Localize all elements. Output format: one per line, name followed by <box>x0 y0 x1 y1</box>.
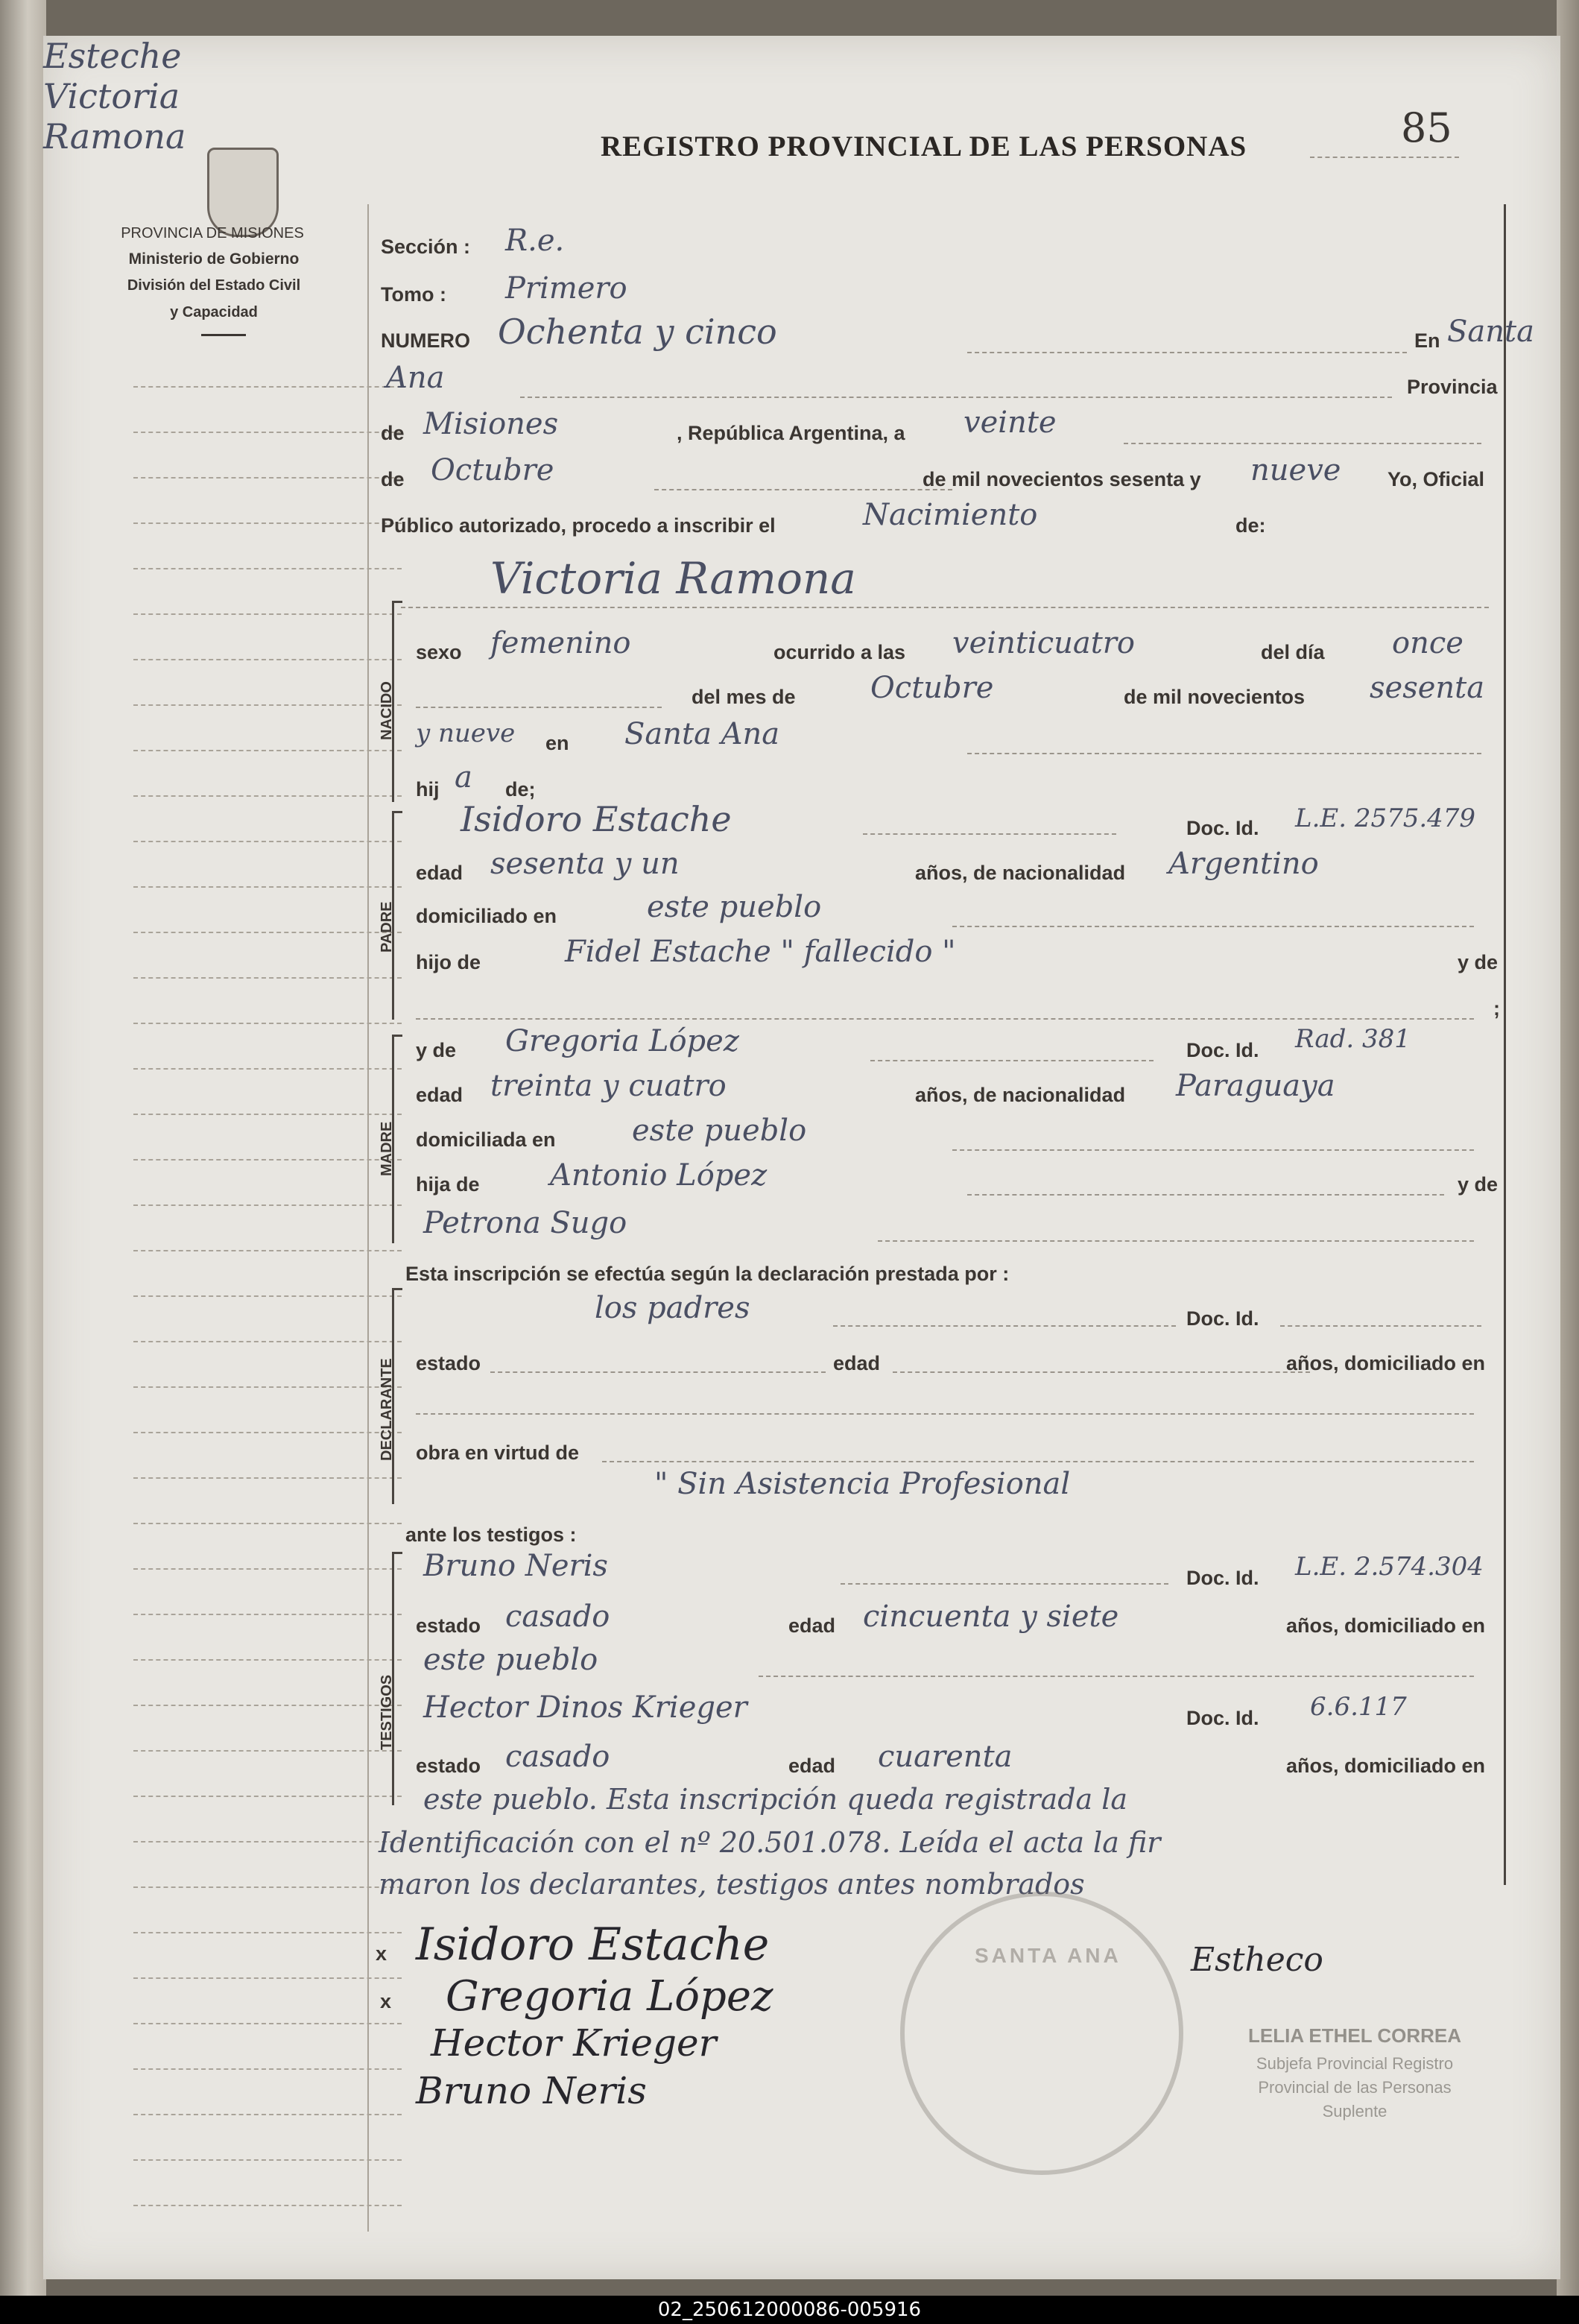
padre-dom-value: este pueblo <box>647 890 822 924</box>
testigo-1-doc-label: Doc. Id. <box>1186 1567 1259 1589</box>
nacido-name: Victoria Ramona <box>490 553 856 604</box>
margin-rule <box>133 1614 402 1615</box>
testigo-1-dom-label: años, domiciliado en <box>1286 1614 1486 1637</box>
nacido-name-rule <box>401 607 1489 608</box>
margin-rule <box>133 568 402 569</box>
declarante-estado-label: estado <box>416 1352 481 1374</box>
official-stamp <box>900 1892 1183 2175</box>
nacido-label: NACIDO <box>379 681 395 740</box>
hijo-de-label: de; <box>505 778 536 801</box>
official-name: LELIA ETHEL CORREA <box>1247 2024 1461 2047</box>
madre-edad-label: edad <box>416 1084 463 1106</box>
margin-rule <box>133 1977 402 1979</box>
obra-value: " Sin Asistencia Profesional <box>654 1467 1071 1501</box>
madre-y-de-label: y de <box>416 1039 457 1061</box>
de-label: de <box>381 422 405 444</box>
page-title: REGISTRO PROVINCIAL DE LAS PERSONAS <box>601 130 1247 162</box>
testigo-1-doc: L.E. 2.574.304 <box>1295 1552 1484 1582</box>
issuer-divider <box>201 334 246 336</box>
signature-mark-1: x <box>376 1942 387 1965</box>
testigo-1-edad-label: edad <box>788 1614 836 1637</box>
testigo-2-dom-label: años, domiciliado en <box>1286 1755 1486 1777</box>
margin-rule <box>133 432 402 433</box>
padre-dom-rule <box>952 926 1474 927</box>
official-title-1: Subjefa Provincial Registro <box>1256 2054 1454 2073</box>
publico-label: Público autorizado, procedo a inscribir el <box>381 514 776 537</box>
testigo-2-edad-label: edad <box>788 1755 836 1777</box>
padre-label: PADRE <box>379 901 395 953</box>
de-colon: de: <box>1235 514 1266 537</box>
declarante-bracket-top <box>392 1288 402 1290</box>
ciudad-rule <box>520 397 1392 398</box>
lugar-nac-value: Santa Ana <box>624 717 780 751</box>
madre-doc-value: Rad. 381 <box>1295 1024 1411 1054</box>
madre-dom-value: este pueblo <box>632 1114 807 1148</box>
margin-rule <box>133 1796 402 1797</box>
margin-surname: Esteche <box>43 36 182 76</box>
signature-isidoro: Isidoro Estache <box>416 1919 770 1971</box>
margin-name-2: Ramona <box>43 116 186 157</box>
issuer-line-4: y Capacidad <box>170 304 258 321</box>
declarante-name-rule <box>833 1325 1176 1327</box>
testigo-1-dom: este pueblo <box>423 1643 598 1677</box>
padre-bracket-top <box>392 811 402 813</box>
issuer-line-1: PROVINCIA DE MISIONES <box>121 225 304 241</box>
margin-rule <box>133 1295 402 1297</box>
provincia-label: Provincia <box>1407 376 1498 398</box>
madre-doc-label: Doc. Id. <box>1186 1039 1259 1061</box>
en-nac-label: en <box>545 732 569 754</box>
margin-rule <box>133 750 402 751</box>
margin-rule <box>133 1523 402 1524</box>
testigo-2-edad: cuarenta <box>878 1740 1013 1774</box>
nacido-bracket-top <box>392 601 402 603</box>
closing-line-2: Identificación con el nº 20.501.078. Leída el acta la fir <box>379 1826 1161 1859</box>
margin-rule <box>133 1568 402 1570</box>
margin-rule <box>133 886 402 888</box>
obra-rule <box>602 1461 1474 1462</box>
padre-dom-label: domiciliado en <box>416 905 557 927</box>
sexo-value: femenino <box>490 626 631 660</box>
numero-label: NUMERO <box>381 329 470 352</box>
tomo-value: Primero <box>505 271 627 306</box>
margin-rule <box>133 704 402 706</box>
testigo-2-estado-label: estado <box>416 1755 481 1777</box>
margin-rule <box>133 1068 402 1070</box>
blank-rule <box>416 707 662 708</box>
testigo-2-doc-label: Doc. Id. <box>1186 1707 1259 1729</box>
madre-nac-value: Paraguaya <box>1176 1069 1335 1103</box>
declarante-doc-label: Doc. Id. <box>1186 1307 1259 1330</box>
en-value-1: Santa <box>1447 315 1534 349</box>
signature-gregoria: Gregoria López <box>446 1972 773 2021</box>
margin-rule <box>133 1204 402 1206</box>
hijo-suffix: a <box>455 760 472 795</box>
margin-rule <box>133 613 402 615</box>
dia-rule <box>1124 443 1481 444</box>
testigos-bracket-top <box>392 1552 402 1554</box>
anio-label: de mil novecientos sesenta y <box>923 468 1201 490</box>
testigo-1-estado-label: estado <box>416 1614 481 1637</box>
margin-column-divider <box>367 204 369 2232</box>
testigo-1-dom-rule <box>759 1676 1474 1677</box>
padre-edad-value: sesenta y un <box>490 847 680 881</box>
margin-rule <box>133 1250 402 1251</box>
register-page <box>43 36 1560 2279</box>
testigos-label: TESTIGOS <box>379 1674 395 1750</box>
padre-hijo-label: hijo de <box>416 951 481 973</box>
coat-of-arms-icon <box>207 148 279 237</box>
padre-semicolon: ; <box>1493 997 1500 1020</box>
margin-rule <box>133 2205 402 2206</box>
closing-line-3: maron los declarantes, testigos antes nombrados <box>379 1868 1085 1901</box>
testigo-2-doc: 6.6.117 <box>1310 1692 1407 1722</box>
dia-nac-value: once <box>1392 626 1463 660</box>
margin-rule <box>133 1159 402 1161</box>
margin-rule <box>133 1705 402 1706</box>
padre-nac-label: años, de nacionalidad <box>915 862 1126 884</box>
madre-hija-rule <box>967 1194 1444 1196</box>
hora-label: ocurrido a las <box>773 641 906 663</box>
declarante-edad-label: edad <box>833 1352 881 1374</box>
margin-rule <box>133 386 402 388</box>
dia-registro: veinte <box>963 405 1057 440</box>
margin-rule <box>133 2023 402 2024</box>
madre-bracket-top <box>392 1035 402 1037</box>
margin-rule <box>133 2114 402 2115</box>
issuer-line-2: Ministerio de Gobierno <box>128 250 300 268</box>
margin-rule <box>133 1432 402 1433</box>
margin-rule <box>133 2068 402 2070</box>
madre-hija-label: hija de <box>416 1173 480 1196</box>
testigo-2-name: Hector Dinos Krieger <box>423 1690 747 1725</box>
numero-value: Ochenta y cinco <box>498 312 777 352</box>
official-signature: Estheco <box>1191 1941 1323 1979</box>
mes-rule <box>654 489 952 490</box>
margin-rule <box>133 1386 402 1388</box>
margin-rule <box>133 932 402 933</box>
madre-hija-value-2: Petrona Sugo <box>423 1206 627 1240</box>
madre-edad-value: treinta y cuatro <box>490 1069 727 1103</box>
margin-rule <box>133 1886 402 1888</box>
margin-rule <box>133 795 402 797</box>
margin-name-1: Victoria <box>43 76 180 116</box>
madre-nac-label: años, de nacionalidad <box>915 1084 1126 1106</box>
declarante-dom-rule <box>416 1413 1474 1415</box>
obra-label: obra en virtud de <box>416 1442 580 1464</box>
margin-rule <box>133 522 402 524</box>
madre-name: Gregoria López <box>505 1024 739 1058</box>
margin-rule <box>133 1750 402 1752</box>
numero-rule <box>967 352 1407 353</box>
mes-nac-label: del mes de <box>692 686 796 708</box>
issuer-line-3: División del Estado Civil <box>127 277 301 294</box>
image-id-footer: 02_250612000086-005916 <box>0 2296 1579 2324</box>
lugar-rule <box>967 753 1481 754</box>
republica-label: , República Argentina, a <box>677 422 905 444</box>
padre-hijo-value: Fidel Estache " fallecido " <box>565 935 956 969</box>
madre-hija-value: Antonio López <box>550 1158 768 1193</box>
testigo-1-edad: cincuenta y siete <box>863 1600 1119 1634</box>
padre-name-rule <box>863 833 1116 835</box>
margin-rule <box>133 841 402 842</box>
anio-registro: nueve <box>1250 453 1341 487</box>
en-label: En <box>1414 329 1440 352</box>
padre-y-de: y de <box>1458 951 1499 973</box>
oficial-label: Yo, Oficial <box>1387 468 1485 490</box>
padre-extra-rule <box>416 1018 1474 1020</box>
dia-nac-label: del día <box>1261 641 1325 663</box>
declarante-dom-label: años, domiciliado en <box>1286 1352 1486 1374</box>
padre-hijo-rule <box>1310 157 1459 158</box>
en-value-2: Ana <box>386 361 445 395</box>
madre-label: MADRE <box>379 1121 395 1176</box>
mes-nac-value: Octubre <box>870 671 994 705</box>
margin-rule <box>133 977 402 979</box>
margin-rule <box>133 1659 402 1661</box>
seccion-value: R.e. <box>505 224 565 258</box>
anio-nac-value: sesenta <box>1370 671 1485 705</box>
de-label-2: de <box>381 468 405 490</box>
hijo-label: hij <box>416 778 440 801</box>
hora-value: veinticuatro <box>952 626 1135 660</box>
mes-registro: Octubre <box>431 453 554 487</box>
signature-hector: Hector Krieger <box>431 2021 717 2065</box>
declarante-doc-rule <box>1280 1325 1481 1327</box>
form-right-border <box>1504 204 1506 1885</box>
madre-dom-label: domiciliada en <box>416 1128 556 1151</box>
margin-rule <box>133 1932 402 1933</box>
padre-doc-value: L.E. 2575.479 <box>1295 803 1476 833</box>
sexo-label: sexo <box>416 641 462 663</box>
margin-rule <box>133 1023 402 1024</box>
margin-rule <box>133 477 402 479</box>
margin-rule <box>133 659 402 660</box>
margin-rule <box>133 1477 402 1479</box>
margin-rule <box>133 1841 402 1843</box>
padre-doc-label: Doc. Id. <box>1186 817 1259 839</box>
madre-name-rule <box>870 1060 1154 1061</box>
margin-rule <box>133 2159 402 2161</box>
declarante-intro: Esta inscripción se efectúa según la declaración prestada por : <box>405 1263 1010 1285</box>
anio-nac-value-2: y nueve <box>416 719 516 748</box>
madre-dom-rule <box>952 1149 1474 1151</box>
page-number: 85 <box>1401 104 1452 151</box>
closing-line-1: este pueblo. Esta inscripción queda registrada la <box>423 1783 1128 1816</box>
acto-value: Nacimiento <box>863 498 1038 532</box>
testigo-1-name: Bruno Neris <box>423 1549 608 1583</box>
testigos-intro: ante los testigos : <box>405 1523 577 1546</box>
stamp-text: SANTA ANA <box>975 1944 1121 1967</box>
madre-y-de: y de <box>1458 1173 1499 1196</box>
testigo-1-name-rule <box>841 1583 1168 1585</box>
provincia-value: Misiones <box>423 407 559 441</box>
declarante-estado-rule <box>490 1371 826 1373</box>
padre-name: Isidoro Estache <box>461 799 732 839</box>
testigo-1-estado: casado <box>505 1600 610 1634</box>
testigo-2-estado: casado <box>505 1740 610 1774</box>
signature-bruno: Bruno Neris <box>416 2069 647 2112</box>
official-title-3: Suplente <box>1322 2102 1387 2121</box>
declarante-label: DECLARANTE <box>379 1358 395 1461</box>
seccion-label: Sección : <box>381 236 471 258</box>
left-page-edge <box>0 0 46 2296</box>
official-title-2: Provincial de las Personas <box>1258 2078 1452 2097</box>
declarante-name: los padres <box>595 1291 750 1325</box>
madre-extra-rule <box>878 1240 1474 1242</box>
padre-nac-value: Argentino <box>1168 847 1319 881</box>
anio-nac-label: de mil novecientos <box>1124 686 1306 708</box>
padre-edad-label: edad <box>416 862 463 884</box>
tomo-label: Tomo : <box>381 283 446 306</box>
margin-rule <box>133 1114 402 1115</box>
margin-rule <box>133 1341 402 1342</box>
declarante-edad-rule <box>893 1371 1310 1373</box>
signature-mark-2: x <box>380 1990 392 2012</box>
